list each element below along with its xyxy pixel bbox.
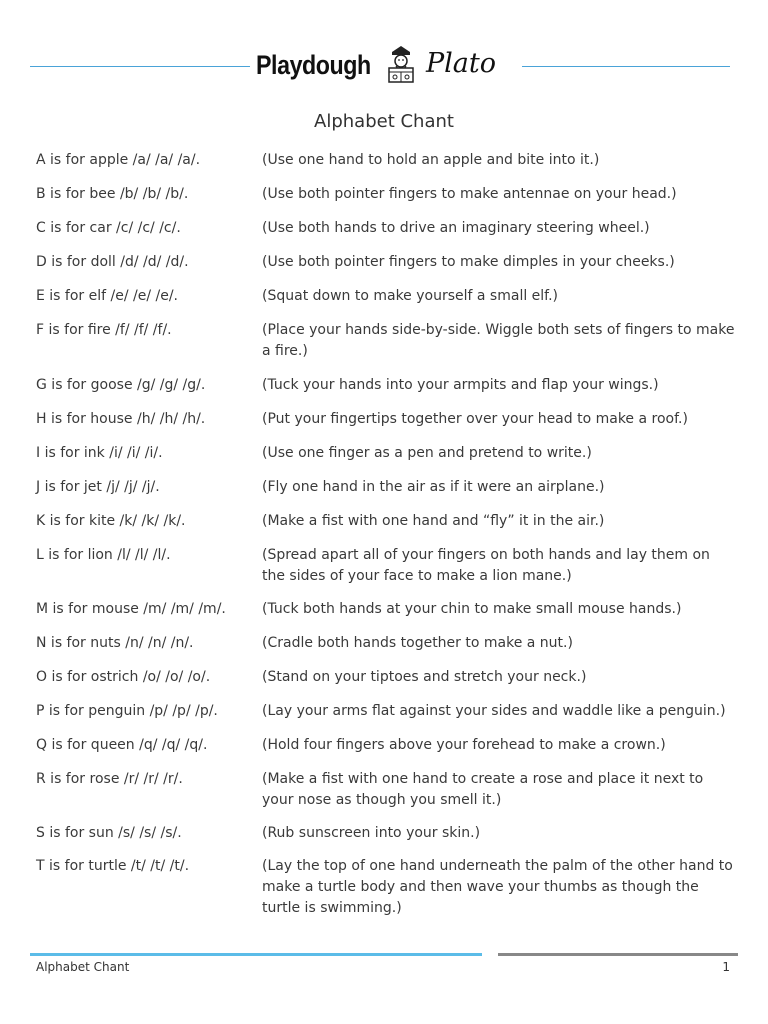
chant-row (36, 823, 736, 844)
chant-action: (Make a fist with one hand and “fly” it in the air.) (262, 513, 605, 529)
chant-letter-line: B is for bee /b/ /b/ /b/. (36, 186, 189, 202)
footer-title: Alphabet Chant (36, 960, 130, 974)
chant-action: (Use both hands to drive an imaginary steering wheel.) (262, 220, 650, 236)
chant-letter-line: I is for ink /i/ /i/ /i/. (36, 445, 163, 461)
chant-letter-line: J is for jet /j/ /j/ /j/. (36, 479, 160, 495)
brand-name-plato: Plato (426, 48, 497, 79)
chant-action: (Rub sunscreen into your skin.) (262, 825, 481, 841)
chant-row (36, 735, 736, 756)
chant-row (36, 856, 736, 919)
chant-action: (Stand on your tiptoes and stretch your neck.) (262, 669, 587, 685)
chant-letter-line: G is for goose /g/ /g/ /g/. (36, 377, 206, 393)
chant-letter-line: O is for ostrich /o/ /o/ /o/. (36, 669, 211, 685)
chant-letter-line: F is for fire /f/ /f/ /f/. (36, 322, 172, 338)
chant-row (36, 218, 736, 239)
chant-row (36, 375, 736, 396)
chant-row (36, 184, 736, 205)
chant-row (36, 252, 736, 273)
chant-letter-line: Q is for queen /q/ /q/ /q/. (36, 737, 208, 753)
chant-letter-line: S is for sun /s/ /s/ /s/. (36, 825, 182, 841)
chant-action: (Use both pointer fingers to make antennae on your head.) (262, 186, 677, 202)
chant-row (36, 477, 736, 498)
chant-letter-line: P is for penguin /p/ /p/ /p/. (36, 703, 218, 719)
chant-row (36, 511, 736, 532)
chant-list (36, 150, 736, 931)
chant-row (36, 769, 736, 811)
chant-row (36, 545, 736, 587)
footer-divider-left (30, 953, 482, 956)
chant-action: (Hold four fingers above your forehead to make a crown.) (262, 737, 666, 753)
chant-row (36, 286, 736, 307)
page-number: 1 (722, 960, 730, 974)
chant-letter-line: A is for apple /a/ /a/ /a/. (36, 152, 201, 168)
chant-action: (Place your hands side-by-side. Wiggle both sets of fingers to make a fire.) (262, 322, 735, 359)
brand-name-playdough: Playdough (256, 50, 371, 80)
chant-row (36, 150, 736, 171)
page-header (30, 40, 730, 90)
chant-row (36, 443, 736, 464)
chant-action: (Fly one hand in the air as if it were an airplane.) (262, 479, 605, 495)
chant-letter-line: H is for house /h/ /h/ /h/. (36, 411, 206, 427)
chant-action: (Make a fist with one hand to create a rose and place it next to your nose as though you smell it.) (262, 771, 704, 808)
header-divider-right (522, 66, 730, 67)
chant-letter-line: K is for kite /k/ /k/ /k/. (36, 513, 186, 529)
chant-letter-line: R is for rose /r/ /r/ /r/. (36, 771, 183, 787)
chant-action: (Lay the top of one hand underneath the palm of the other hand to make a turtle body and then wave your thumbs as though the turtle is swimming.) (262, 858, 733, 916)
chant-action: (Tuck your hands into your armpits and flap your wings.) (262, 377, 659, 393)
chant-row (36, 633, 736, 654)
plato-mascot-icon (384, 44, 418, 84)
chant-action: (Use one finger as a pen and pretend to write.) (262, 445, 592, 461)
chant-letter-line: T is for turtle /t/ /t/ /t/. (36, 858, 190, 874)
chant-row (36, 409, 736, 430)
chant-action: (Use one hand to hold an apple and bite into it.) (262, 152, 600, 168)
chant-action: (Spread apart all of your fingers on both hands and lay them on the sides of your face to make a lion mane.) (262, 547, 710, 584)
brand-logo (256, 44, 518, 88)
chant-letter-line: D is for doll /d/ /d/ /d/. (36, 254, 189, 270)
footer-divider-right (498, 953, 738, 956)
chant-action: (Tuck both hands at your chin to make small mouse hands.) (262, 601, 682, 617)
chant-action: (Use both pointer fingers to make dimples in your cheeks.) (262, 254, 675, 270)
chant-row (36, 320, 736, 362)
chant-row (36, 701, 736, 722)
chant-letter-line: C is for car /c/ /c/ /c/. (36, 220, 181, 236)
chant-letter-line: L is for lion /l/ /l/ /l/. (36, 547, 171, 563)
chant-action: (Put your fingertips together over your head to make a roof.) (262, 411, 688, 427)
chant-letter-line: M is for mouse /m/ /m/ /m/. (36, 601, 226, 617)
chant-letter-line: N is for nuts /n/ /n/ /n/. (36, 635, 194, 651)
header-divider-left (30, 66, 250, 67)
chant-letter-line: E is for elf /e/ /e/ /e/. (36, 288, 179, 304)
chant-row (36, 667, 736, 688)
chant-action: (Lay your arms flat against your sides and waddle like a penguin.) (262, 703, 726, 719)
chant-action: (Cradle both hands together to make a nut.) (262, 635, 573, 651)
chant-row (36, 599, 736, 620)
page-title: Alphabet Chant (314, 111, 454, 132)
chant-action: (Squat down to make yourself a small elf.) (262, 288, 558, 304)
